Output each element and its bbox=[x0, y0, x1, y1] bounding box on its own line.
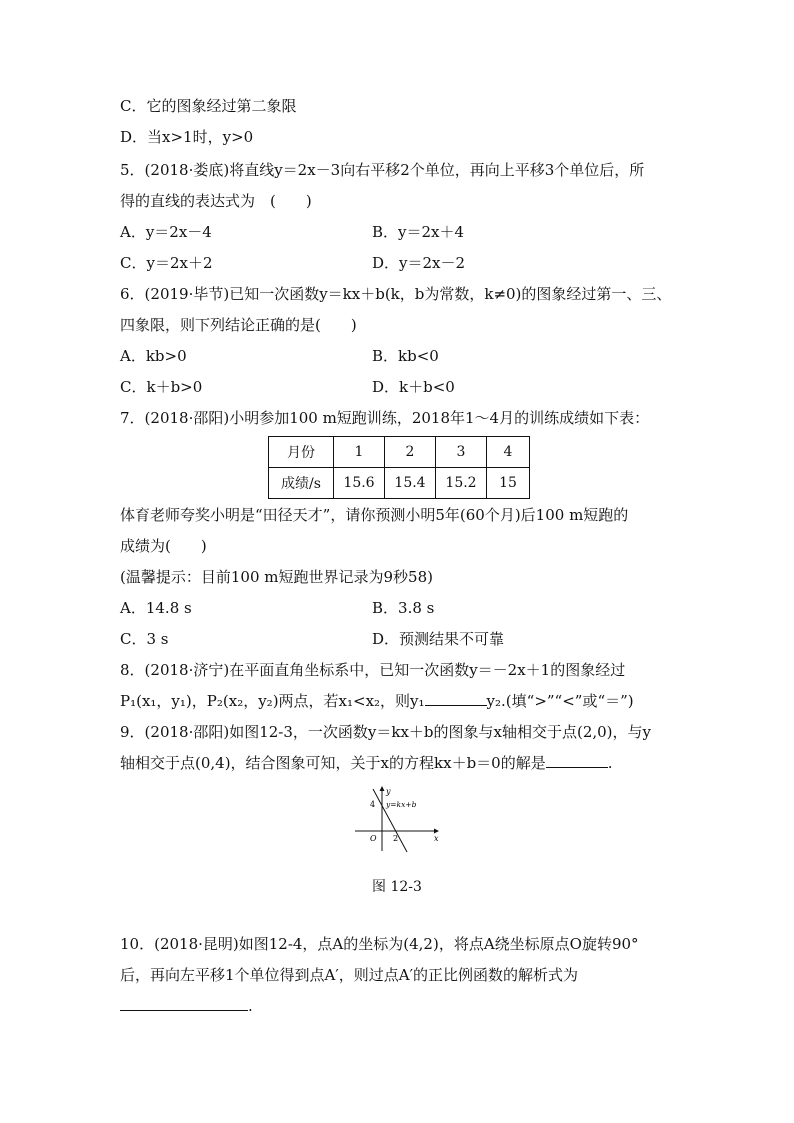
q10-stem-line1: 10．(2018·昆明)如图12-4，点A的坐标为(4,2)，将点A绕坐标原点O旋转90° bbox=[120, 935, 639, 953]
q9-text-after-blank: . bbox=[607, 754, 613, 772]
table-cell: 15.4 bbox=[385, 468, 436, 499]
q8-text-before-blank: P₁(x₁，y₁)，P₂(x₂，y₂)两点，若x₁<x₂，则y₁ bbox=[120, 692, 425, 710]
y-axis-label: y bbox=[386, 787, 391, 796]
q10-stem-line3 bbox=[120, 996, 253, 1016]
q8-stem-line1: 8．(2018·济宁)在平面直角坐标系中，已知一次函数y＝－2x＋1的图象经过 bbox=[120, 661, 626, 679]
table-cell: 2 bbox=[385, 437, 436, 468]
table-row bbox=[269, 437, 530, 468]
q7-option-b: B．3.8 s bbox=[372, 599, 435, 617]
table-cell: 1 bbox=[334, 437, 385, 468]
q7-hint: (温馨提示：目前100 m短跑世界记录为9秒58) bbox=[120, 568, 433, 586]
q7-stem-line3: 成绩为( ) bbox=[120, 537, 207, 555]
x-axis-label: x bbox=[434, 834, 439, 843]
q4-option-c: C．它的图象经过第二象限 bbox=[120, 97, 297, 115]
table-cell: 15.6 bbox=[334, 468, 385, 499]
q10-text-after-blank: . bbox=[248, 997, 253, 1015]
q9-answer-blank[interactable] bbox=[546, 753, 608, 768]
q9-stem-line1: 9．(2018·邵阳)如图12-3，一次函数y＝kx＋b的图象与x轴相交于点(2,0)，与y bbox=[120, 723, 652, 741]
q6-option-b: B．kb<0 bbox=[372, 347, 439, 365]
table-cell: 成绩/s bbox=[269, 468, 334, 499]
q5-stem-line2: 得的直线的表达式为 ( ) bbox=[120, 192, 312, 210]
q6-option-a: A．kb>0 bbox=[120, 347, 187, 365]
q7-option-a: A．14.8 s bbox=[120, 599, 192, 617]
q6-stem-line2: 四象限，则下列结论正确的是( ) bbox=[120, 316, 357, 334]
figure-12-3-graph bbox=[350, 785, 445, 855]
q5-option-d: D．y＝2x－2 bbox=[372, 254, 466, 272]
x-intercept-label: 2 bbox=[393, 834, 399, 843]
q8-text-after-blank: y₂.(填“>”“<”或“＝”) bbox=[486, 692, 634, 710]
y-intercept-label: 4 bbox=[370, 800, 376, 809]
q8-answer-blank[interactable] bbox=[425, 691, 487, 706]
function-line bbox=[373, 789, 407, 852]
q9-stem-line2 bbox=[120, 753, 613, 773]
q5-option-a: A．y＝2x－4 bbox=[120, 223, 212, 241]
q4-option-d: D．当x>1时，y>0 bbox=[120, 128, 254, 146]
q10-answer-blank[interactable] bbox=[120, 996, 248, 1011]
q6-stem-line1: 6．(2019·毕节)已知一次函数y＝kx＋b(k，b为常数，k≠0)的图象经过第一、三、 bbox=[120, 285, 672, 303]
q7-stem-line1: 7．(2018·邵阳)小明参加100 m短跑训练，2018年1～4月的训练成绩如下表： bbox=[120, 409, 650, 427]
table-cell: 3 bbox=[436, 437, 487, 468]
q8-stem-line2 bbox=[120, 691, 634, 711]
q9-text-before-blank: 轴相交于点(0,4)，结合图象可知，关于x的方程kx＋b＝0的解是 bbox=[120, 754, 546, 772]
q5-option-b: B．y＝2x＋4 bbox=[372, 223, 465, 241]
table-cell: 15 bbox=[487, 468, 530, 499]
q5-stem-line1: 5．(2018·娄底)将直线y＝2x－3向右平移2个单位，再向上平移3个单位后，所 bbox=[120, 161, 645, 179]
q6-option-d: D．k＋b<0 bbox=[372, 378, 455, 396]
q7-option-c: C．3 s bbox=[120, 630, 169, 648]
y-axis-arrow bbox=[380, 786, 385, 791]
q6-option-c: C．k＋b>0 bbox=[120, 378, 203, 396]
line-equation-label: y=kx+b bbox=[386, 800, 417, 809]
origin-label: O bbox=[370, 834, 377, 843]
table-cell: 4 bbox=[487, 437, 530, 468]
training-score-table bbox=[268, 436, 530, 499]
q10-stem-line2: 后，再向左平移1个单位得到点A′，则过点A′的正比例函数的解析式为 bbox=[120, 966, 579, 984]
table-cell: 15.2 bbox=[436, 468, 487, 499]
q7-option-d: D．预测结果不可靠 bbox=[372, 630, 505, 648]
table-cell: 月份 bbox=[269, 437, 334, 468]
figure-caption: 图 12-3 bbox=[372, 879, 422, 895]
q5-option-c: C．y＝2x＋2 bbox=[120, 254, 213, 272]
q7-stem-line2: 体育老师夸奖小明是“田径天才”，请你预测小明5年(60个月)后100 m短跑的 bbox=[120, 506, 629, 524]
x-axis-arrow bbox=[434, 829, 439, 834]
table-row bbox=[269, 468, 530, 499]
